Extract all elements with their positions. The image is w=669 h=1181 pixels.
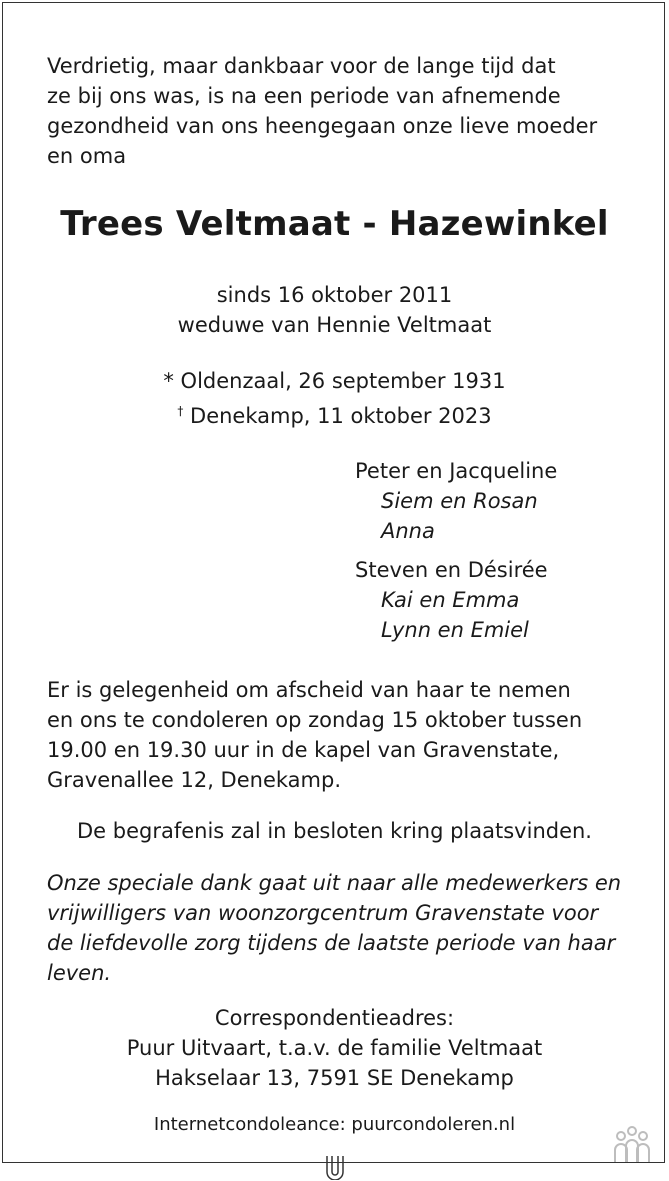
widow-line: weduwe van Hennie Veltmaat: [177, 313, 492, 337]
birth-line: * Oldenzaal, 26 september 1931: [163, 369, 506, 393]
correspondence-address: [47, 1003, 622, 1093]
family-child: Anna: [381, 519, 435, 543]
internet-condolence: Internetcondoleance: puurcondoleren.nl: [153, 1114, 516, 1135]
widow-line: sinds 16 oktober 2011: [216, 283, 453, 307]
family-parents: Steven en Désirée: [355, 558, 548, 582]
death-text: Denekamp, 11 oktober 2023: [183, 404, 492, 428]
intro-paragraph: [47, 51, 622, 171]
family-child: Kai en Emma: [381, 588, 520, 612]
family-child: Lynn en Emiel: [381, 618, 529, 642]
life-dates: [47, 366, 622, 431]
widow-info: [47, 280, 622, 340]
death-line: [47, 396, 622, 431]
correspondence-line: Puur Uitvaart, t.a.v. de familie Veltmaat: [126, 1036, 543, 1060]
bookmark-tab-icon: [324, 1156, 346, 1180]
thanks-paragraph: [47, 868, 622, 988]
intro-line: Verdrietig, maar dankbaar voor de lange tijd dat: [47, 54, 556, 78]
family-list: [355, 456, 557, 645]
farewell-line: Er is gelegenheid om afscheid van haar te nemen: [47, 678, 571, 702]
farewell-paragraph: [47, 675, 622, 795]
correspondence-line: Correspondentieadres:: [214, 1006, 455, 1030]
thanks-line: vrijwilligers van woonzorgcentrum Gravenstate voor: [47, 901, 599, 925]
deceased-name: Trees Veltmaat - Hazewinkel: [60, 204, 609, 244]
people-group-icon: [607, 1124, 657, 1164]
farewell-line: en ons te condoleren op zondag 15 oktober tussen: [47, 708, 583, 732]
cross-symbol: †: [177, 404, 184, 418]
funeral-notice: De begrafenis zal in besloten kring plaatsvinden.: [77, 819, 592, 843]
intro-line: ze bij ons was, is na een periode van afnemende: [47, 84, 561, 108]
correspondence-line: Hakselaar 13, 7591 SE Denekamp: [155, 1066, 514, 1090]
announcement-frame: [2, 2, 665, 1163]
farewell-line: Gravenallee 12, Denekamp.: [47, 768, 341, 792]
intro-line: en oma: [47, 144, 127, 168]
thanks-line: leven.: [47, 961, 112, 985]
thanks-line: de liefdevolle zorg tijdens de laatste periode van haar: [47, 931, 616, 955]
farewell-line: 19.00 en 19.30 uur in de kapel van Gravenstate,: [47, 738, 560, 762]
family-child: Siem en Rosan: [381, 489, 538, 513]
thanks-line: Onze speciale dank gaat uit naar alle medewerkers en: [47, 871, 622, 895]
intro-line: gezondheid van ons heengegaan onze lieve moeder: [47, 114, 598, 138]
family-parents: Peter en Jacqueline: [355, 459, 558, 483]
